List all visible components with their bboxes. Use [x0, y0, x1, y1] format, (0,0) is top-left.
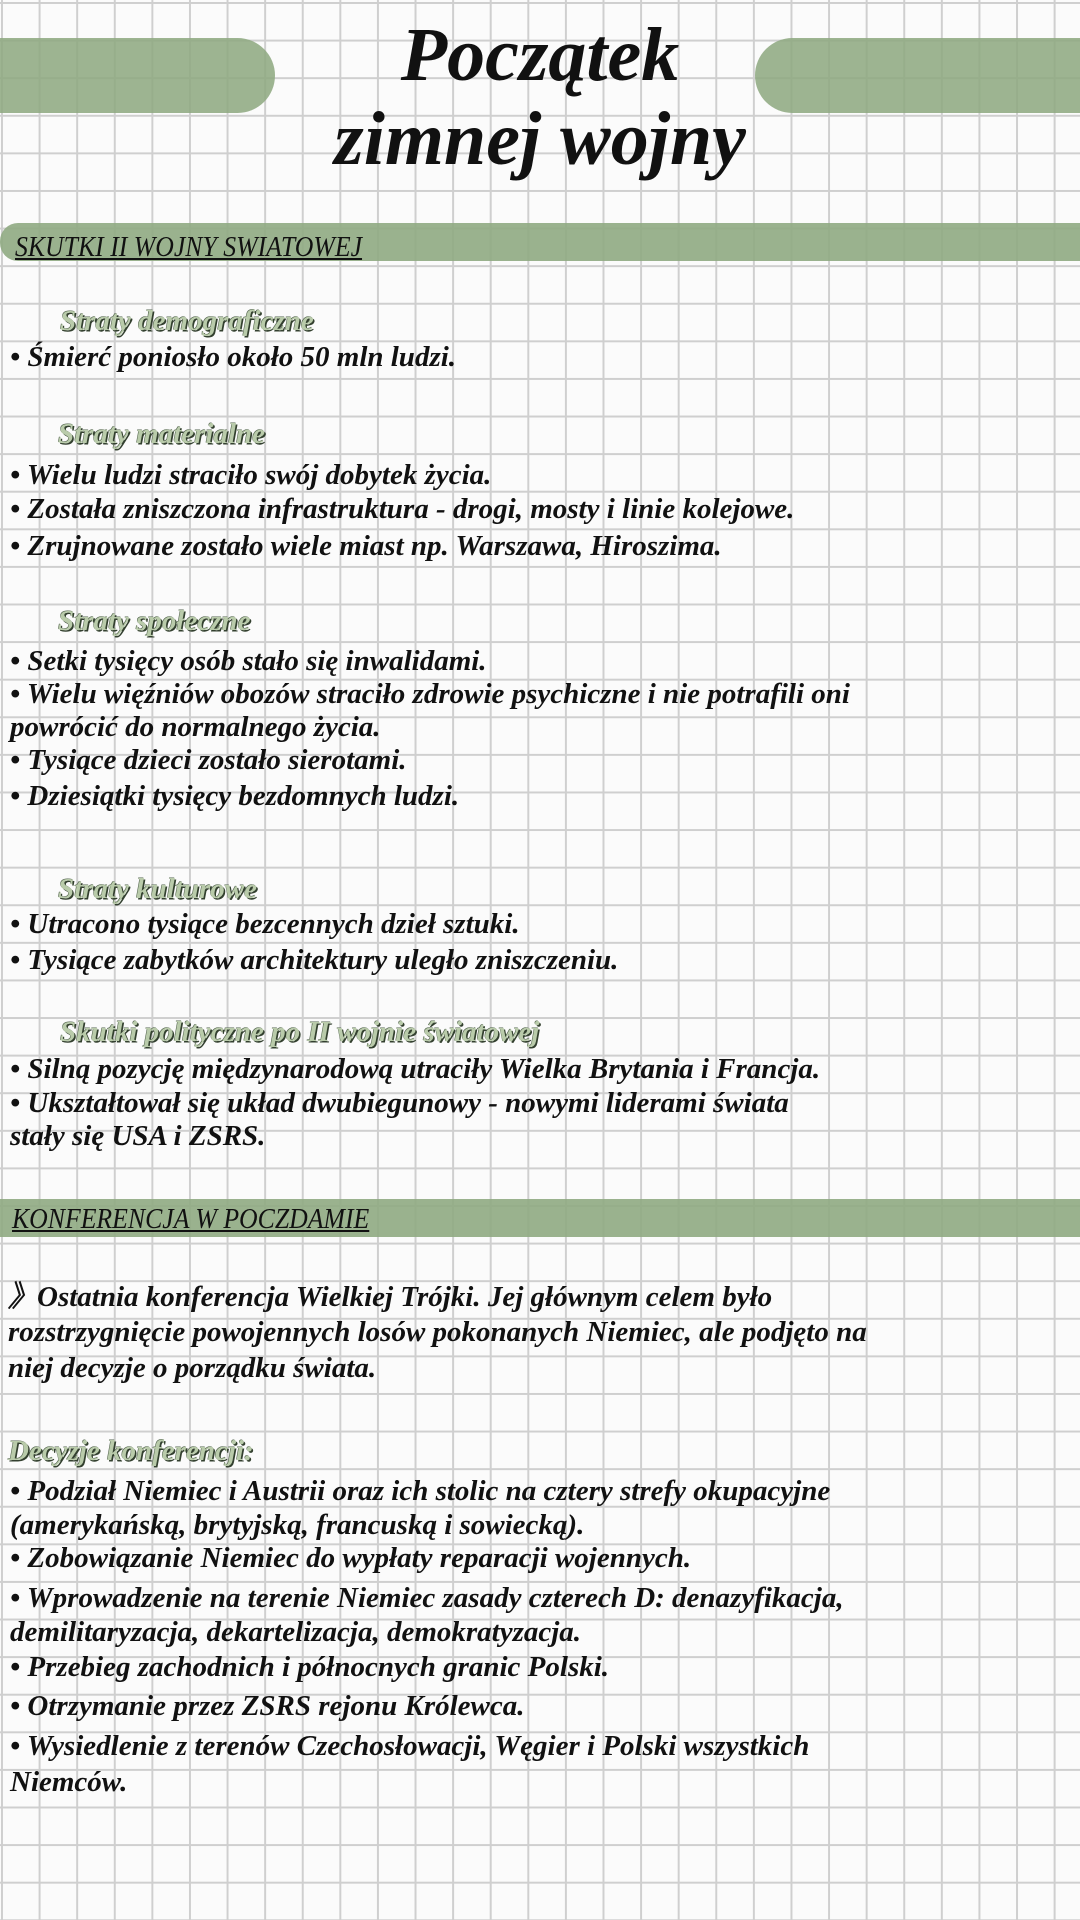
- intro-line: rozstrzygnięcie powojennych losów pokonanych Niemiec, ale podjęto na: [8, 1316, 867, 1348]
- text-line: (amerykańską, brytyjską, francuską i sowiecką).: [10, 1509, 585, 1541]
- text-line: • Śmierć poniosło około 50 mln ludzi.: [10, 341, 457, 373]
- text-line: • Utracono tysiące bezcennych dzieł sztuki.: [10, 908, 520, 940]
- subheading: Straty kulturowe: [58, 873, 258, 905]
- subheading: Straty społeczne: [58, 605, 251, 637]
- subheading: Skutki polityczne po II wojnie światowej: [60, 1016, 540, 1048]
- text-line: Niemców.: [10, 1766, 128, 1798]
- subheading: Straty demograficzne: [60, 305, 314, 337]
- text-line: • Zrujnowane zostało wiele miast np. Warszawa, Hiroszima.: [10, 530, 722, 562]
- section-heading: SKUTKI II WOJNY SWIATOWEJ: [15, 232, 363, 263]
- text-line: • Wysiedlenie z terenów Czechosłowacji, Węgier i Polski wszystkich: [10, 1730, 810, 1762]
- text-line: • Została zniszczona infrastruktura - drogi, mosty i linie kolejowe.: [10, 493, 795, 525]
- section-heading: KONFERENCJA W POCZDAMIE: [12, 1204, 370, 1235]
- text-line: • Dziesiątki tysięcy bezdomnych ludzi.: [10, 780, 460, 812]
- text-line: • Tysiące zabytków architektury uległo zniszczeniu.: [10, 944, 619, 976]
- subheading: Straty materialne: [58, 418, 266, 450]
- page-title-line1: Początek: [400, 13, 680, 97]
- text-line: • Zobowiązanie Niemiec do wypłaty reparacji wojennych.: [10, 1542, 692, 1574]
- text-line: • Przebieg zachodnich i północnych granic Polski.: [10, 1651, 610, 1683]
- page-title-line2: zimnej wojny: [334, 97, 746, 181]
- subheading: Decyzje konferencji:: [8, 1435, 254, 1467]
- text-line: • Silną pozycję międzynarodową utraciły Wielka Brytania i Francja.: [10, 1053, 821, 1085]
- text-line: • Ukształtował się układ dwubiegunowy - nowymi liderami świata: [10, 1087, 789, 1119]
- text-line: • Wielu ludzi straciło swój dobytek życia.: [10, 459, 492, 491]
- text-line: • Wielu więźniów obozów straciło zdrowie psychiczne i nie potrafili oni: [10, 678, 850, 710]
- text-line: powrócić do normalnego życia.: [10, 711, 381, 743]
- text-line: demilitaryzacja, dekartelizacja, demokratyzacja.: [10, 1616, 582, 1648]
- text-line: • Podział Niemiec i Austrii oraz ich stolic na cztery strefy okupacyjne: [10, 1475, 831, 1507]
- text-line: • Tysiące dzieci zostało sierotami.: [10, 744, 407, 776]
- text-line: • Wprowadzenie na terenie Niemiec zasady czterech D: denazyfikacja,: [10, 1582, 844, 1614]
- intro-line: niej decyzje o porządku świata.: [8, 1352, 377, 1384]
- intro-line: 》Ostatnia konferencja Wielkiej Trójki. Jej głównym celem było: [8, 1281, 773, 1313]
- text-line: • Otrzymanie przez ZSRS rejonu Królewca.: [10, 1690, 525, 1722]
- text-line: stały się USA i ZSRS.: [10, 1120, 266, 1152]
- text-line: • Setki tysięcy osób stało się inwalidami.: [10, 645, 487, 677]
